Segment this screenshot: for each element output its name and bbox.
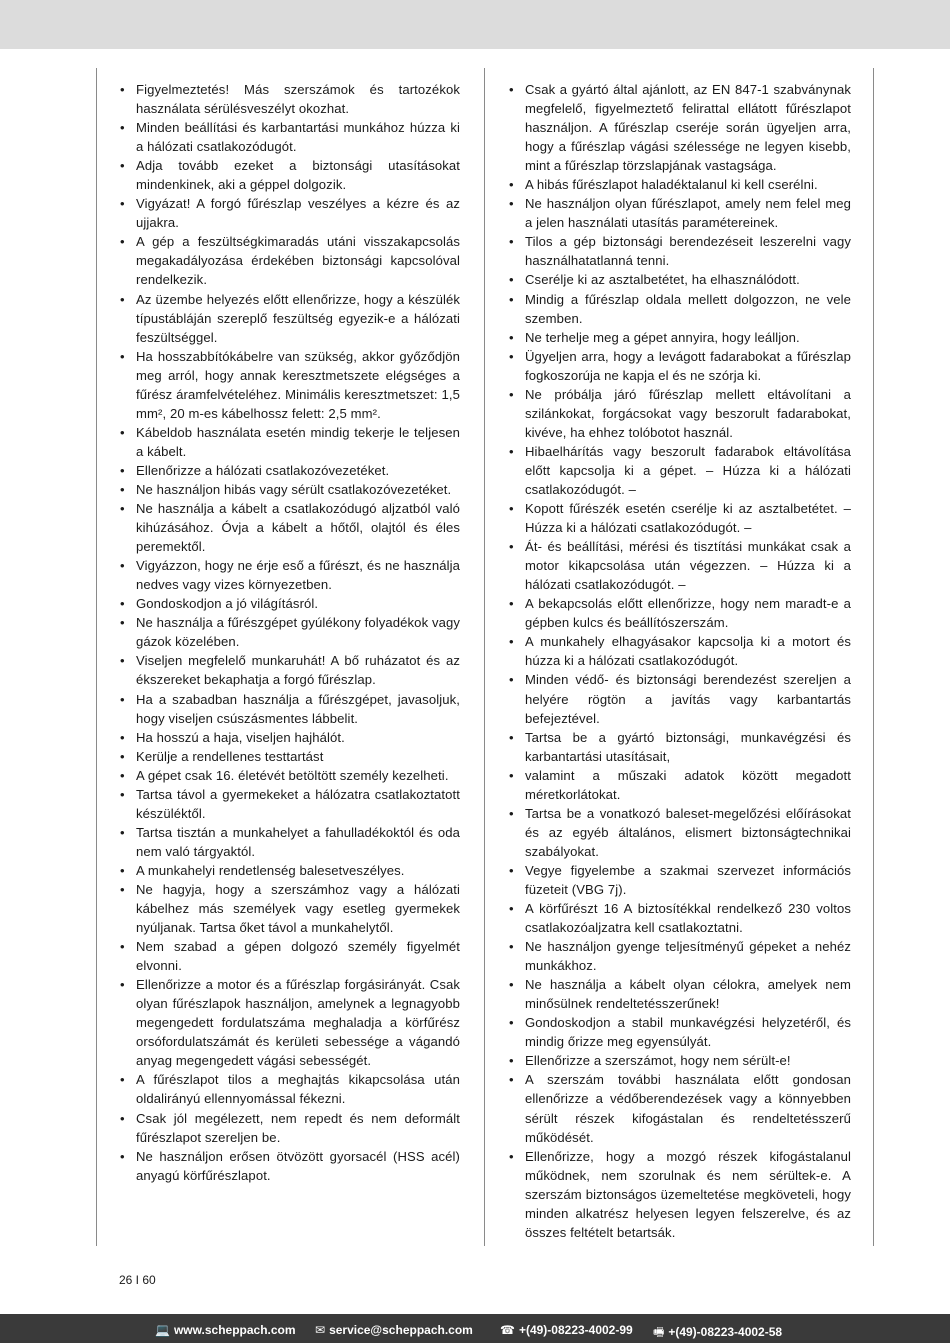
- bullet-text: Hibaelhárítás vagy beszorult fadarabok eltávolítása előtt kapcsolja ki a gépet. – Húzza ki a hálózati csatlakozódugót. –: [525, 443, 851, 497]
- website-text: www.scheppach.com: [173, 1323, 296, 1337]
- bullet-text: A bekapcsolás előtt ellenőrizze, hogy nem maradt-e a gépben kulcs és beállítószerszám.: [525, 596, 851, 631]
- footer-bar: [0, 1314, 950, 1343]
- email-text: service@scheppach.com: [329, 1323, 473, 1337]
- bullet-marker: •: [509, 291, 514, 307]
- bullet-marker: •: [120, 729, 125, 745]
- bullet-marker: •: [509, 977, 514, 993]
- bullet-marker: •: [509, 1053, 514, 1069]
- bullet-marker: •: [120, 748, 125, 764]
- bullet-text: Tartsa távol a gyermekeket a hálózatra csatlakoztatott készüléktől.: [136, 786, 460, 821]
- bullet-marker: •: [509, 234, 514, 250]
- left-column: [96, 68, 485, 1246]
- bullet-item: [507, 975, 851, 1013]
- bullet-text: Ne használjon hibás vagy sérült csatlakozóvezetéket.: [136, 481, 452, 497]
- footer-fax: [653, 1323, 782, 1344]
- page-number: 26 I 60: [119, 1273, 156, 1287]
- bullet-marker: •: [120, 862, 125, 878]
- bullet-item: [118, 480, 460, 499]
- bullet-text: Ne használja a kábelt olyan célokra, amelyek nem minősülnek rendeltetésszerűnek!: [525, 977, 851, 1012]
- bullet-text: Csak a gyártó által ajánlott, az EN 847-1 szabványnak megfelelő, figyelmeztető felirattal ellátott fűrészlapot használjon. A fűrészlap cseréje során ügyeljen arra, hogy a fűrészlap vágási szélessége ne legyen kisebb, mint a fűrészlap törzslapjának vastagsága.: [525, 82, 851, 174]
- bullet-text: Ügyeljen arra, hogy a levágott fadarabokat a fűrészlap fogkoszorúja ne kapja el és ne szórja ki.: [525, 348, 851, 383]
- bullet-marker: •: [120, 424, 125, 440]
- bullet-text: Vegye figyelembe a szakmai szervezet információs füzeteit (VBG 7j).: [525, 862, 851, 897]
- left-bullet-list: [118, 80, 460, 1185]
- bullet-marker: •: [509, 767, 514, 783]
- bullet-marker: •: [120, 939, 125, 955]
- phone-text: +(49)-08223-4002-99: [518, 1323, 633, 1337]
- bullet-marker: •: [509, 329, 514, 345]
- bullet-text: Ne terhelje meg a gépet annyira, hogy leálljon.: [525, 329, 800, 345]
- bullet-item: [507, 290, 851, 328]
- bullet-item: [118, 1109, 460, 1147]
- bullet-item: [118, 1147, 460, 1185]
- bullet-text: Mindig a fűrészlap oldala mellett dolgozzon, ne vele szemben.: [525, 291, 851, 326]
- bullet-text: Ellenőrizze, hogy a mozgó részek kifogástalanul működnek, nem szorulnak és nem sérültek-e. A szerszám biztonságos üzemeltetése megköveteli, hogy minden alkatrész helyesen legyen felszerelve, és az összes feltételt betartsák.: [525, 1148, 851, 1240]
- bullet-item: [507, 347, 851, 385]
- bullet-item: [507, 499, 851, 537]
- bullet-marker: •: [509, 1148, 514, 1164]
- bullet-text: Ne használjon olyan fűrészlapot, amely nem felel meg a jelen használati utasítás paramétereinek.: [525, 196, 851, 231]
- bullet-item: [507, 328, 851, 347]
- bullet-marker: •: [120, 558, 125, 574]
- bullet-item: [507, 861, 851, 899]
- bullet-text: Ne használjon gyenge teljesítményű gépeket a nehéz munkákhoz.: [525, 939, 851, 974]
- bullet-text: Ne próbálja járó fűrészlap mellett eltávolítani a szilánkokat, forgácsokat vagy beszorult fadarabokat, kivéve, ha ehhez tolóbotot használ.: [525, 386, 851, 440]
- bullet-marker: •: [120, 691, 125, 707]
- bullet-marker: •: [120, 977, 125, 993]
- bullet-marker: •: [509, 82, 514, 97]
- bullet-marker: •: [509, 443, 514, 459]
- bullet-marker: •: [509, 501, 514, 517]
- bullet-item: [507, 270, 851, 289]
- bullet-marker: •: [120, 82, 125, 97]
- bullet-text: Nem szabad a gépen dolgozó személy figyelmét elvonni.: [136, 939, 460, 974]
- bullet-marker: •: [120, 501, 125, 517]
- bullet-text: A szerszám további használata előtt gondosan ellenőrizze a védőberendezések vagy a könnyebben sérült részek kifogástalan és rendeltetésszerű működését.: [525, 1072, 851, 1145]
- bullet-marker: •: [120, 158, 125, 174]
- footer-website[interactable]: [155, 1323, 296, 1337]
- bullet-text: Az üzembe helyezés előtt ellenőrizze, hogy a készülék típustábláján szereplő feszültség egyezik-e a hálózati feszültséggel.: [136, 291, 460, 345]
- bullet-item: [507, 385, 851, 442]
- bullet-item: [507, 899, 851, 937]
- bullet-marker: •: [120, 481, 125, 497]
- bullet-text: Gondoskodjon a stabil munkavégzési helyzetéről, és mindig őrizze meg egyensúlyát.: [525, 1015, 851, 1050]
- bullet-item: [507, 537, 851, 594]
- bullet-item: [507, 1147, 851, 1242]
- bullet-item: [507, 937, 851, 975]
- bullet-text: Gondoskodjon a jó világításról.: [136, 596, 319, 612]
- bullet-text: Csak jól megélezett, nem repedt és nem deformált fűrészlapot szereljen be.: [136, 1110, 460, 1145]
- bullet-marker: •: [120, 596, 125, 612]
- bullet-text: Ellenőrizze a szerszámot, hogy nem sérült-e!: [525, 1053, 791, 1069]
- bullet-text: Ha a szabadban használja a fűrészgépet, javasoljuk, hogy viseljen csúszásmentes lábbelit.: [136, 691, 460, 726]
- bullet-marker: •: [509, 177, 514, 193]
- bullet-item: [118, 194, 460, 232]
- bullet-item: [118, 975, 460, 1070]
- bullet-text: Cserélje ki az asztalbetétet, ha elhasználódott.: [525, 272, 800, 288]
- bullet-text: Figyelmeztetés! Más szerszámok és tartozékok használata sérülésveszélyt okozhat.: [136, 82, 460, 117]
- bullet-text: Ellenőrizze a motor és a fűrészlap forgásirányát. Csak olyan fűrészlapok használjon, amelynek a legnagyobb megengedett fordulatszáma meghaladja a körfűrész orsófordulatszámát és kerületi sebessége a vágandó anyag megengedett vágási sebességét.: [136, 977, 460, 1069]
- bullet-marker: •: [509, 939, 514, 955]
- bullet-text: Minden beállítási és karbantartási munkához húzza ki a hálózati csatlakozódugót.: [136, 120, 460, 155]
- bullet-marker: •: [120, 462, 125, 478]
- bullet-marker: •: [120, 120, 125, 136]
- bullet-item: [118, 1070, 460, 1108]
- bullet-marker: •: [120, 653, 125, 669]
- bullet-text: Ha hosszú a haja, viseljen hajhálót.: [136, 729, 345, 745]
- bullet-item: [118, 937, 460, 975]
- bullet-text: A munkahely elhagyásakor kapcsolja ki a motort és húzza ki a hálózati csatlakozódugót.: [525, 634, 851, 669]
- bullet-marker: •: [120, 234, 125, 250]
- bullet-marker: •: [120, 1110, 125, 1126]
- bullet-item: [118, 766, 460, 785]
- bullet-text: A munkahelyi rendetlenség balesetveszélyes.: [136, 862, 405, 878]
- bullet-item: [118, 690, 460, 728]
- bullet-item: [507, 80, 851, 175]
- bullet-text: Viseljen megfelelő munkaruhát! A bő ruházatot és az ékszereket bekaphatja a forgó fűrészlap.: [136, 653, 460, 688]
- bullet-text: Át- és beállítási, mérési és tisztítási munkákat csak a motor kikapcsolása után végezzen. – Húzza ki a hálózati csatlakozódugót. –: [525, 539, 851, 593]
- bullet-item: [118, 461, 460, 480]
- bullet-item: [118, 613, 460, 651]
- bullet-item: [507, 804, 851, 861]
- footer-phone: [500, 1323, 633, 1337]
- bullet-item: [507, 670, 851, 727]
- bullet-text: Kopott fűrészék esetén cserélje ki az asztalbetétet. – Húzza ki a hálózati csatlakozódugót. –: [525, 501, 851, 536]
- bullet-marker: •: [120, 348, 125, 364]
- bullet-text: Kerülje a rendellenes testtartást: [136, 748, 324, 764]
- bullet-marker: •: [509, 539, 514, 555]
- bullet-item: [507, 632, 851, 670]
- bullet-item: [507, 1051, 851, 1070]
- bullet-item: [118, 823, 460, 861]
- bullet-text: Ellenőrizze a hálózati csatlakozóvezetéket.: [136, 462, 390, 478]
- bullet-item: [118, 118, 460, 156]
- bullet-item: [118, 651, 460, 689]
- bullet-marker: •: [509, 348, 514, 364]
- computer-icon: 💻: [155, 1323, 170, 1337]
- bullet-marker: •: [120, 291, 125, 307]
- bullet-item: [118, 290, 460, 347]
- bullet-text: Tilos a gép biztonsági berendezéseit leszerelni vagy használhatatlanná tenni.: [525, 234, 851, 269]
- bullet-item: [118, 556, 460, 594]
- bullet-item: [507, 175, 851, 194]
- bullet-item: [507, 194, 851, 232]
- bullet-marker: •: [509, 272, 514, 288]
- envelope-icon: ✉: [315, 1323, 326, 1337]
- bullet-marker: •: [509, 386, 514, 402]
- bullet-marker: •: [120, 615, 125, 631]
- bullet-marker: •: [509, 672, 514, 688]
- bullet-item: [118, 785, 460, 823]
- bullet-item: [507, 1070, 851, 1146]
- bullet-item: [118, 861, 460, 880]
- bullet-marker: •: [120, 1148, 125, 1164]
- bullet-marker: •: [509, 901, 514, 917]
- footer-email[interactable]: [315, 1323, 473, 1337]
- bullet-item: [507, 594, 851, 632]
- bullet-item: [118, 728, 460, 747]
- bullet-text: Ne használja a kábelt a csatlakozódugó aljzatból való kihúzásához. Óvja a kábelt a hőtől, olajtól és éles peremektől.: [136, 501, 460, 555]
- bullet-text: Kábeldob használata esetén mindig tekerje le teljesen a kábelt.: [136, 424, 460, 459]
- bullet-marker: •: [509, 862, 514, 878]
- bullet-marker: •: [120, 881, 125, 897]
- bullet-marker: •: [509, 1015, 514, 1031]
- telephone-icon: ☎: [500, 1323, 515, 1337]
- bullet-marker: •: [120, 196, 125, 212]
- bullet-text: A körfűrészt 16 A biztosítékkal rendelkező 230 voltos csatlakozóaljzatra kell csatlakoztatni.: [525, 901, 851, 936]
- bullet-text: Tartsa tisztán a munkahelyet a fahulladékoktól és oda nem való tárgyaktól.: [136, 824, 460, 859]
- bullet-text: valamint a műszaki adatok között megadott méretkorlátokat.: [525, 767, 851, 802]
- fax-text: +(49)-08223-4002-58: [668, 1325, 783, 1339]
- bullet-marker: •: [509, 729, 514, 745]
- bullet-marker: •: [120, 767, 125, 783]
- bullet-marker: •: [509, 196, 514, 212]
- bullet-text: Ne hagyja, hogy a szerszámhoz vagy a hálózati kábelhez más személyek vagy esetleg gyermekek nyúljanak. Tartsa őket távol a munkahelytől.: [136, 881, 460, 936]
- header-band: [0, 0, 950, 49]
- bullet-text: Minden védő- és biztonsági berendezést szereljen a helyére rögtön a javítás vagy karbantartás befejeztével.: [525, 672, 851, 726]
- bullet-item: [118, 156, 460, 194]
- bullet-text: Vigyázat! A forgó fűrészlap veszélyes a kézre és az ujjakra.: [136, 196, 460, 231]
- bullet-text: Tartsa be a vonatkozó baleset-megelőzési előírásokat és az egyéb általános, elismert biztonságtechnikai szabályokat.: [525, 805, 851, 859]
- bullet-item: [118, 499, 460, 556]
- bullet-text: Tartsa be a gyártó biztonsági, munkavégzési és karbantartási utasításait,: [525, 729, 851, 764]
- bullet-item: [118, 594, 460, 613]
- bullet-marker: •: [509, 1072, 514, 1088]
- right-column: [484, 68, 874, 1246]
- bullet-marker: •: [509, 805, 514, 821]
- bullet-item: [507, 728, 851, 766]
- bullet-text: A hibás fűrészlapot haladéktalanul ki kell cserélni.: [525, 177, 818, 193]
- bullet-marker: •: [120, 786, 125, 802]
- bullet-item: [507, 442, 851, 499]
- bullet-marker: •: [120, 1072, 125, 1088]
- bullet-marker: •: [120, 824, 125, 840]
- bullet-item: [507, 766, 851, 804]
- bullet-text: A fűrészlapot tilos a meghajtás kikapcsolása után oldalirányú ellennyomással fékezni.: [136, 1072, 460, 1107]
- bullet-item: [118, 423, 460, 461]
- bullet-item: [118, 880, 460, 937]
- bullet-text: A gép a feszültségkimaradás utáni visszakapcsolás megakadályozása érdekében biztonsági kapcsolóval rendelkezik.: [136, 234, 460, 288]
- bullet-item: [118, 80, 460, 118]
- bullet-text: Vigyázzon, hogy ne érje eső a fűrészt, és ne használja nedves vagy vizes környezetben.: [136, 558, 460, 593]
- bullet-text: Ne használja a fűrészgépet gyúlékony folyadékok vagy gázok közelében.: [136, 615, 461, 650]
- bullet-item: [507, 232, 851, 270]
- bullet-item: [118, 347, 460, 423]
- bullet-text: Ne használjon erősen ötvözött gyorsacél (HSS acél) anyagú körfűrészlapot.: [136, 1148, 460, 1183]
- right-bullet-list: [507, 80, 851, 1242]
- bullet-item: [118, 232, 460, 289]
- bullet-item: [507, 1013, 851, 1051]
- bullet-text: Ha hosszabbítókábelre van szükség, akkor győződjön meg arról, hogy annak keresztmetszete elégséges a fűrész áramfelvételéhez. Minimális keresztmetszet: 1,5 mm², 20 m-es kábelhossz felett: 2,5 mm².: [136, 348, 460, 421]
- bullet-marker: •: [509, 634, 514, 650]
- fax-icon: 🖷: [653, 1325, 665, 1339]
- bullet-text: Adja tovább ezeket a biztonsági utasításokat mindenkinek, aki a géppel dolgozik.: [136, 158, 460, 193]
- bullet-text: A gépet csak 16. életévét betöltött személy kezelheti.: [136, 767, 449, 783]
- bullet-item: [118, 747, 460, 766]
- bullet-marker: •: [509, 596, 514, 612]
